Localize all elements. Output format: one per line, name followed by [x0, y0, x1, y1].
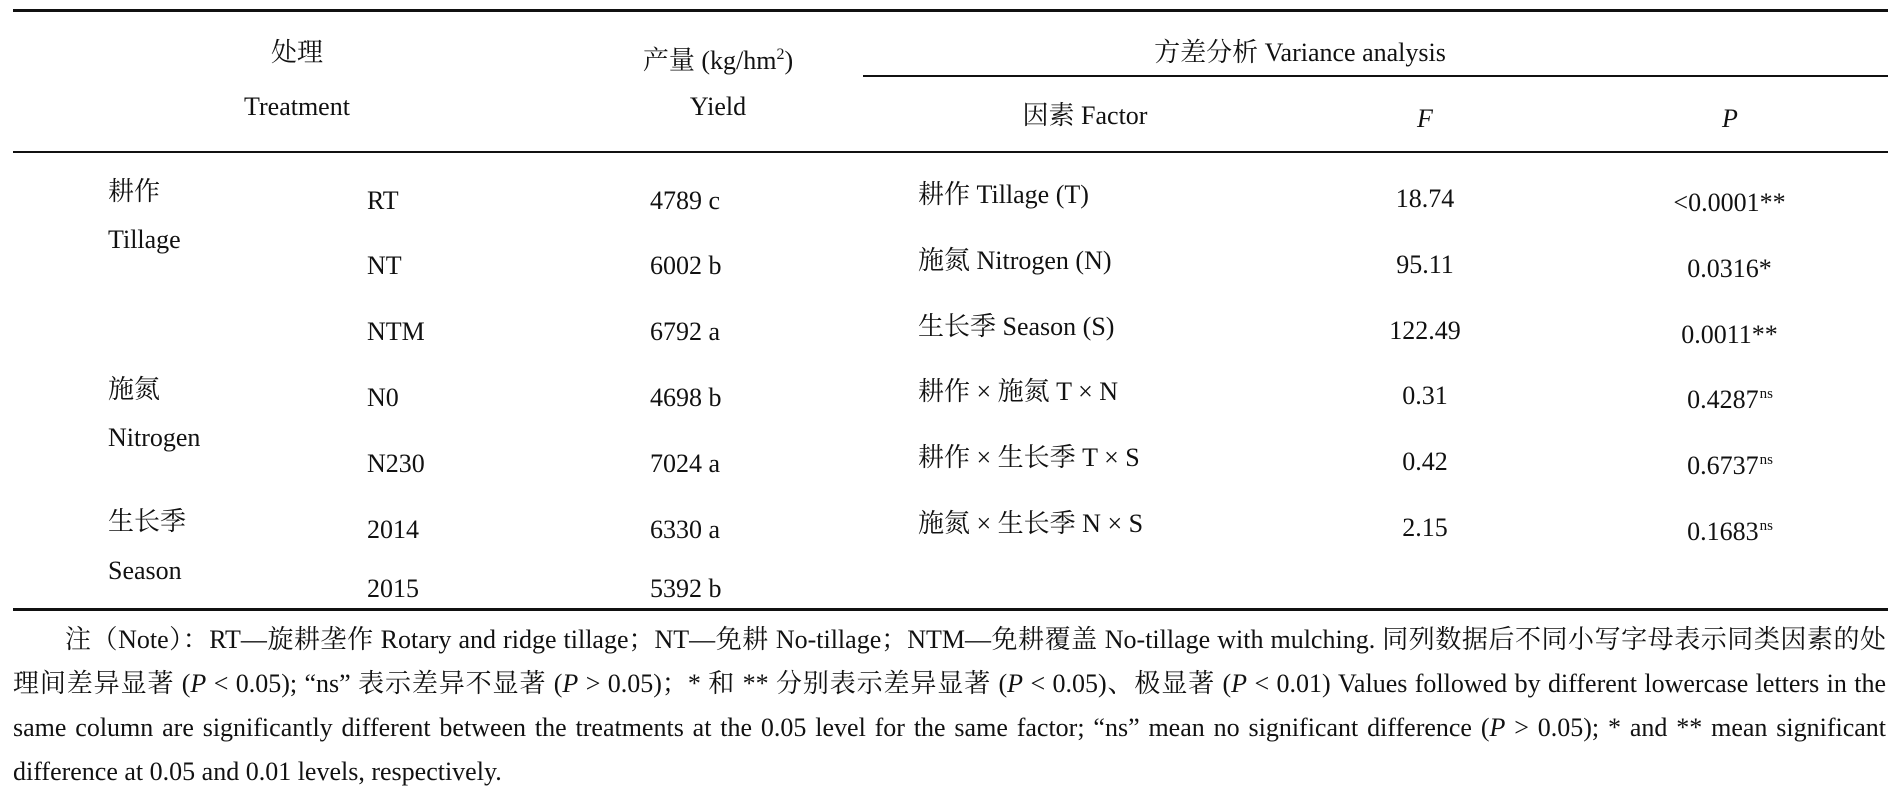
header-yield-cn: 产量	[642, 46, 695, 75]
anova-factor: 耕作 Tillage (T)	[918, 180, 1089, 209]
anova-p	[1620, 511, 1840, 547]
table-top-rule	[13, 9, 1888, 12]
treatment-yield: 6792 a	[650, 317, 721, 346]
anova-f: 18.74	[1395, 184, 1455, 213]
group-tillage-en: Tillage	[108, 225, 181, 254]
treatment-level: NTM	[367, 317, 425, 346]
treatment-level: RT	[367, 186, 399, 215]
note-italic-p: P	[1231, 669, 1248, 698]
header-yield-unit	[608, 40, 828, 76]
group-nitrogen-cn: 施氮	[108, 375, 161, 404]
anova-p	[1620, 248, 1840, 284]
group-tillage-cn: 耕作	[108, 177, 161, 206]
anova-f: 95.11	[1396, 250, 1454, 279]
table-bottom-rule	[13, 608, 1888, 611]
note-text: > 0.05); * and ** mean significant difference at 0.05 and 0.01 levels, respectively.	[13, 713, 1886, 786]
header-f: F	[1417, 104, 1433, 133]
treatment-yield: 4698 b	[650, 383, 722, 412]
treatment-level: 2015	[367, 574, 419, 603]
anova-f: 0.42	[1402, 447, 1448, 476]
header-p: P	[1722, 104, 1738, 133]
treatment-yield: 4789 c	[650, 186, 721, 215]
anova-p-value: 0.1683	[1687, 517, 1759, 546]
anova-p-value: 0.6737	[1687, 451, 1759, 480]
header-yield-unit-pre: (kg/hm	[701, 46, 777, 75]
group-season-cn: 生长季	[108, 507, 187, 536]
anova-p-value: <0.0001**	[1673, 188, 1786, 217]
header-yield-unit-post: )	[784, 46, 794, 75]
anova-factor: 施氮 × 生长季 N × S	[918, 509, 1144, 538]
anova-p	[1620, 314, 1840, 350]
header-treatment-cn: 处理	[270, 38, 323, 67]
note-text: < 0.01) Values followed by different lowercase letters in the same column are significantly different between the treatments at the 0.05 level for the same factor; “ns” mean no significant difference (	[13, 669, 1887, 742]
anova-factor: 施氮 Nitrogen (N)	[918, 246, 1112, 275]
anova-p-value: 0.4287	[1687, 385, 1759, 414]
anova-p-significance: ns	[1759, 452, 1773, 468]
anova-factor: 耕作 × 生长季 T × S	[918, 443, 1140, 472]
table-footnote	[13, 618, 1886, 794]
note-text: 注（Note）：RT—旋耕垄作 Rotary and ridge tillage；NT—免耕 No-tillage；NTM—免耕覆盖 No-tillage with mulching. 同列数据后不同小写字母表示同类因素的处理间差异显著 (	[13, 625, 1886, 698]
anova-factor: 耕作 × 施氮 T × N	[918, 377, 1119, 406]
header-bottom-rule	[13, 151, 1888, 153]
anova-p	[1620, 445, 1840, 481]
treatment-yield: 7024 a	[650, 449, 721, 478]
note-italic-p: P	[562, 669, 579, 698]
group-nitrogen-en: Nitrogen	[108, 423, 201, 452]
anova-p	[1620, 182, 1840, 218]
anova-f: 122.49	[1389, 316, 1461, 345]
anova-p-value: 0.0011**	[1681, 320, 1778, 349]
header-variance-analysis: 方差分析 Variance analysis	[1154, 38, 1446, 67]
note-text: > 0.05)；* 和 ** 分别表示差异显著 (	[578, 669, 1008, 698]
anova-f: 0.31	[1402, 381, 1448, 410]
anova-factor: 生长季 Season (S)	[918, 312, 1115, 341]
treatment-yield: 6002 b	[650, 251, 722, 280]
note-italic-p: P	[190, 669, 207, 698]
header-yield-en: Yield	[689, 92, 747, 121]
note-text: < 0.05); “ns” 表示差异不显著 (	[206, 669, 563, 698]
note-italic-p: P	[1007, 669, 1024, 698]
group-season-en: Season	[108, 556, 182, 585]
treatment-level: N230	[367, 449, 425, 478]
treatment-level: NT	[367, 251, 402, 280]
anova-p	[1620, 379, 1840, 415]
variance-header-rule	[863, 75, 1888, 77]
treatment-yield: 5392 b	[650, 574, 722, 603]
treatment-level: N0	[367, 383, 399, 412]
anova-p-significance: ns	[1759, 386, 1773, 402]
treatment-level: 2014	[367, 515, 419, 544]
header-treatment-en: Treatment	[244, 92, 350, 121]
anova-p-significance: ns	[1759, 518, 1773, 534]
note-italic-p: P	[1489, 713, 1506, 742]
header-factor: 因素 Factor	[1022, 101, 1148, 130]
anova-f: 2.15	[1402, 513, 1448, 542]
treatment-yield: 6330 a	[650, 515, 721, 544]
anova-p-value: 0.0316*	[1687, 254, 1772, 283]
header-yield-unit-sup: 2	[776, 46, 785, 63]
note-text: < 0.05)、极显著 (	[1023, 669, 1232, 698]
